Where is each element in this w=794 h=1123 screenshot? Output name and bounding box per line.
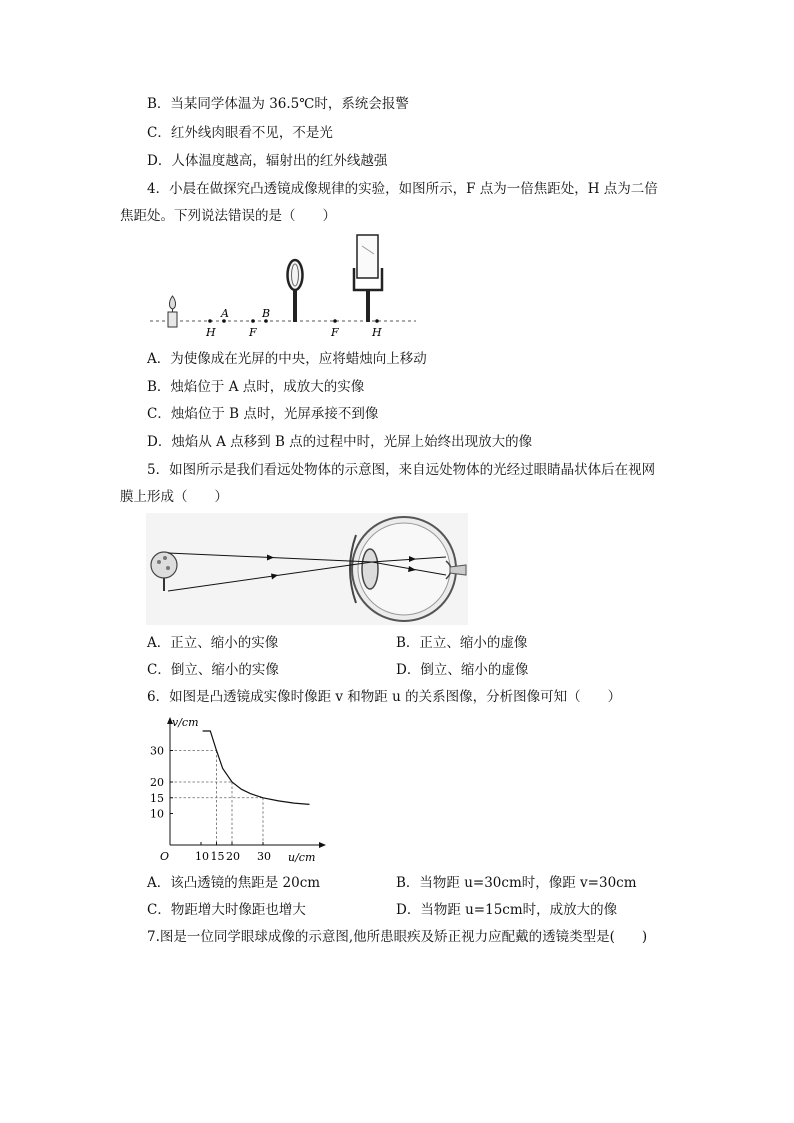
candle-icon [168,296,177,327]
x-tick-label-1: 15 [210,850,225,863]
x-axis-arrow [319,842,326,848]
q6-option-a: A．该凸透镜的焦距是 20cm [147,875,321,891]
q5-eye-diagram [146,513,468,625]
convex-lens-icon [288,260,303,322]
origin-label: O [160,850,170,863]
q3-option-b: B．当某同学体温为 36.5℃时，系统会报警 [147,96,409,112]
q5-option-a: A．正立、缩小的实像 [147,635,279,651]
light-screen-icon [354,235,382,322]
q5-option-c: C．倒立、缩小的实像 [147,662,279,678]
point-label-a: A [221,307,229,320]
q3-option-c: C．红外线肉眼看不见，不是光 [147,125,333,141]
q6-option-b: B．当物距 u=30cm时，像距 v=30cm [396,875,637,891]
point-label-f-right: F [331,326,339,339]
y-tick-label-3: 30 [150,744,164,758]
q6-stem-line1: 6．如图是凸透镜成实像时像距 v 和物距 u 的关系图像，分析图像可知（ ） [147,689,622,705]
x-tick-label-2: 20 [226,850,240,863]
y-axis-label: v/cm [172,716,199,729]
x-axis-label: u/cm [288,851,316,864]
q4-option-d: D．烛焰从 A 点移到 B 点的过程中时，光屏上始终出现放大的像 [147,434,533,450]
q5-stem-line1: 5．如图所示是我们看远处物体的示意图，来自远处物体的光经过眼睛晶状体后在视网 [147,462,656,478]
q4-stem-line2: 焦距处。下列说法错误的是（ ） [120,208,336,224]
y-tick-label-1: 15 [150,791,164,805]
point-label-h-right: H [372,326,382,339]
q6-option-d: D．当物距 u=15cm时，成放大的像 [396,902,618,918]
q5-option-b: B．正立、缩小的虚像 [396,635,528,651]
q3-option-d: D．人体温度越高，辐射出的红外线越强 [147,153,388,169]
q4-option-c: C．烛焰位于 B 点时，光屏承接不到像 [147,406,379,422]
q4-stem-line1: 4．小晨在做探究凸透镜成像规律的实验，如图所示，F 点为一倍焦距处，H 点为二倍 [147,181,658,197]
q6-uv-chart [142,713,332,865]
y-tick-label-0: 10 [150,807,164,821]
y-tick-label-2: 20 [150,776,164,789]
q4-option-b: B．烛焰位于 A 点时，成放大的实像 [147,379,365,395]
q6-option-c: C．物距增大时像距也增大 [147,902,306,918]
q7-stem-line1: 7.图是一位同学眼球成像的示意图,他所患眼疾及矫正视力应配戴的透镜类型是( ) [147,929,648,945]
x-tick-label-0: 10 [195,850,209,863]
q4-option-a: A．为使像成在光屏的中央，应将蜡烛向上移动 [147,351,427,367]
point-label-h-left: H [206,326,216,339]
point-label-b: B [262,307,271,320]
q5-stem-line2: 膜上形成（ ） [120,489,228,505]
point-label-f-left: F [249,326,257,339]
q4-lens-bench-figure [148,232,418,342]
uv-curve [203,731,310,804]
x-tick-label-3: 30 [257,850,271,863]
q5-option-d: D．倒立、缩小的虚像 [396,662,529,678]
